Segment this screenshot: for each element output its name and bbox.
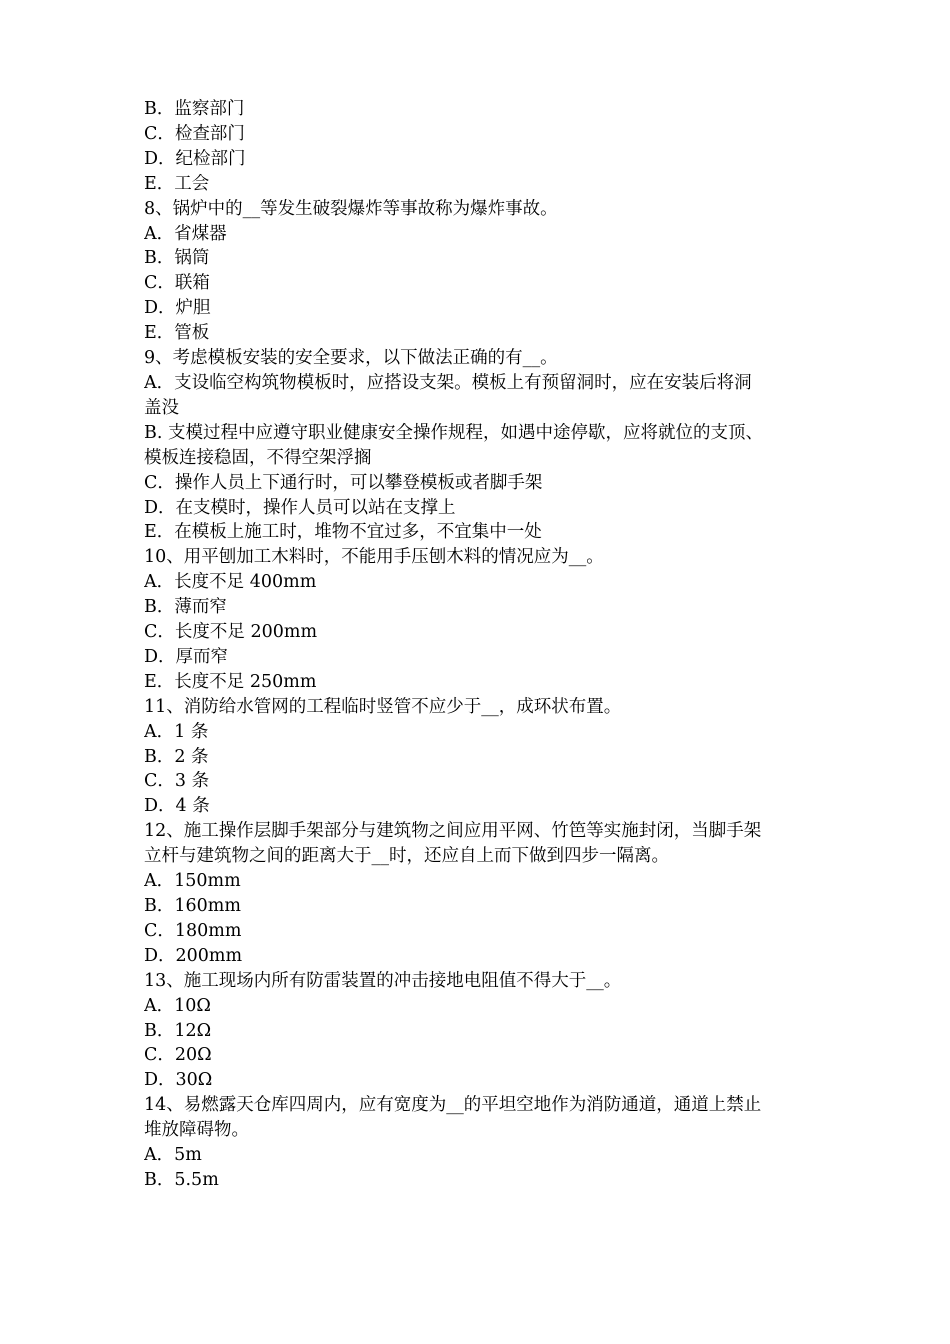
document-body	[144, 97, 812, 1193]
question-10-option-a: A．长度不足 400mm	[144, 572, 317, 593]
question-11-option-b: B．2 条	[144, 746, 209, 767]
option-b-supervision-dept: B．监察部门	[144, 99, 245, 119]
question-13-option-d: D．30Ω	[144, 1070, 213, 1091]
question-9-option-d: D．在支模时，操作人员可以站在支撑上	[144, 497, 456, 518]
question-13: 13、施工现场内所有防雷装置的冲击接地电阻值不得大于__。	[144, 970, 622, 991]
question-11: 11、消防给水管网的工程临时竖管不应少于__，成环状布置。	[144, 696, 622, 717]
question-9-option-c: C．操作人员上下通行时，可以攀登模板或者脚手架	[144, 472, 543, 493]
question-9: 9、考虑模板安装的安全要求，以下做法正确的有__。	[144, 348, 558, 369]
question-9-option-b-line-2: 模板连接稳固，不得空架浮搁	[144, 447, 372, 468]
question-9-option-b-line-1: B. 支模过程中应遵守职业健康安全操作规程，如遇中途停歇，应将就位的支顶、	[144, 422, 763, 443]
question-8-option-d: D．炉胆	[144, 298, 211, 319]
question-11-option-d: D．4 条	[144, 796, 210, 817]
question-8-option-b: B．锅筒	[144, 248, 210, 269]
question-9-option-a-line-2: 盖没	[144, 397, 179, 418]
question-14-line-1: 14、易燃露天仓库四周内，应有宽度为__的平坦空地作为消防通道，通道上禁止	[144, 1095, 762, 1116]
question-8-option-c: C．联箱	[144, 273, 210, 294]
question-12-option-b: B．160mm	[144, 896, 241, 916]
question-13-option-c: C．20Ω	[144, 1045, 212, 1066]
question-13-option-b: B．12Ω	[144, 1020, 212, 1041]
question-14-option-b: B．5.5m	[144, 1169, 219, 1190]
question-10-option-d: D．厚而窄	[144, 646, 229, 667]
question-13-option-a: A．10Ω	[144, 995, 211, 1016]
option-c-inspection-dept: C．检查部门	[144, 123, 245, 144]
question-9-option-e: E．在模板上施工时，堆物不宜过多，不宜集中一处	[144, 522, 542, 543]
question-12-option-a: A．150mm	[144, 871, 241, 892]
question-10: 10、用平刨加工木料时，不能用手压刨木料的情况应为__。	[144, 547, 604, 568]
option-d-discipline-dept: D．纪检部门	[144, 148, 246, 169]
question-12-line-1: 12、施工操作层脚手架部分与建筑物之间应用平网、竹笆等实施封闭，当脚手架	[144, 821, 762, 842]
option-e-union: E．工会	[144, 173, 210, 194]
question-8-option-a: A．省煤器	[144, 223, 227, 244]
question-10-option-e: E．长度不足 250mm	[144, 671, 317, 692]
question-12-line-2: 立杆与建筑物之间的距离大于__时，还应自上而下做到四步一隔离。	[144, 846, 669, 867]
question-9-option-a-line-1: A．支设临空构筑物模板时，应搭设支架。模板上有预留洞时，应在安装后将洞	[144, 372, 752, 393]
question-12-option-c: C．180mm	[144, 920, 242, 941]
question-8: 8、锅炉中的__等发生破裂爆炸等事故称为爆炸事故。	[144, 198, 558, 219]
question-8-option-e: E．管板	[144, 323, 210, 344]
question-14-line-2: 堆放障碍物。	[144, 1120, 249, 1141]
question-12-option-d: D．200mm	[144, 945, 243, 966]
question-14-option-a: A．5m	[144, 1145, 202, 1166]
question-11-option-a: A．1 条	[144, 721, 209, 742]
question-11-option-c: C．3 条	[144, 771, 210, 792]
question-10-option-b: B．薄而窄	[144, 597, 227, 618]
question-10-option-c: C．长度不足 200mm	[144, 622, 318, 643]
